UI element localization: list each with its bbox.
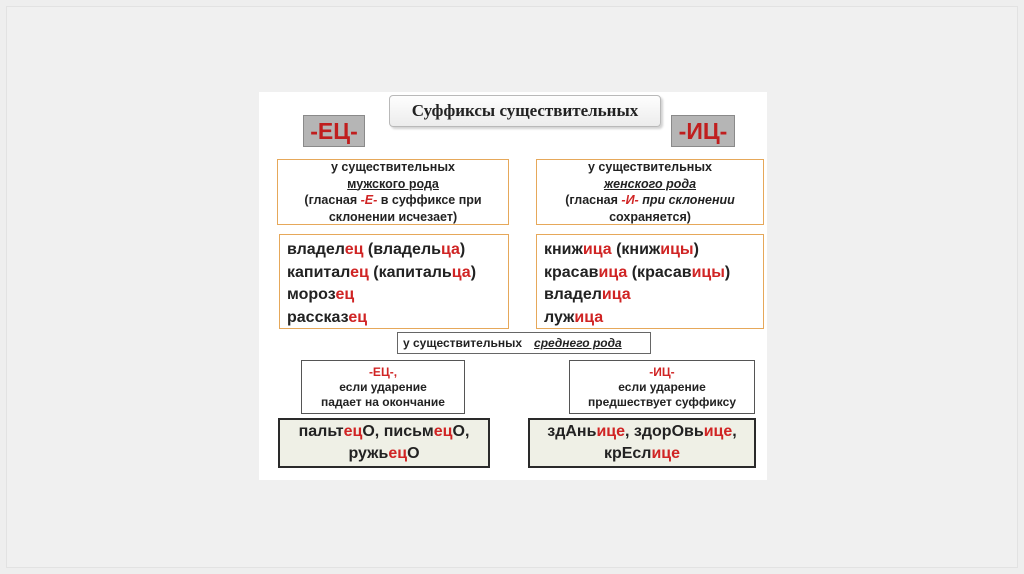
example-word: морозец <box>287 286 355 303</box>
neuter-heading: у существительных среднего рода <box>397 332 651 354</box>
example-word: владелец (владельца) <box>287 241 466 258</box>
masculine-description: у существительных мужского рода (гласная -Е- в суффиксе при склонении исчезает) <box>277 159 509 225</box>
feminine-description: у существительных женского рода (гласная -И- при склонении сохраняется) <box>536 159 764 225</box>
example-word: книжица (книжицы) <box>544 241 699 258</box>
masculine-gender-label: мужского рода <box>347 176 439 191</box>
rule-ec: -ЕЦ-, если ударение падает на окончание <box>301 360 465 414</box>
vowel-i: -И- <box>621 193 639 207</box>
example-word: владелица <box>544 286 631 303</box>
feminine-examples <box>536 234 764 329</box>
example-word: рассказец <box>287 308 368 326</box>
neuter-ec-examples: пальтецО, письмецО, ружьецО <box>278 418 490 468</box>
example-word: капиталец (капитальца) <box>287 263 477 281</box>
vowel-e: -Е- <box>360 193 378 207</box>
rule-ic: -ИЦ- если ударение предшествует суффиксу <box>569 360 755 414</box>
example-word: лужица <box>544 308 604 326</box>
suffix-ic-badge: -ИЦ- <box>671 115 735 147</box>
slide <box>259 92 767 480</box>
feminine-gender-label: женского рода <box>603 176 697 191</box>
example-word: красавица (красавицы) <box>544 263 731 281</box>
masculine-examples <box>279 234 509 329</box>
slide-title: Суффиксы существительных <box>389 95 661 127</box>
neuter-ic-examples: здАньице, здорОвьице, крЕслице <box>528 418 756 468</box>
suffix-ec-badge: -ЕЦ- <box>303 115 365 147</box>
